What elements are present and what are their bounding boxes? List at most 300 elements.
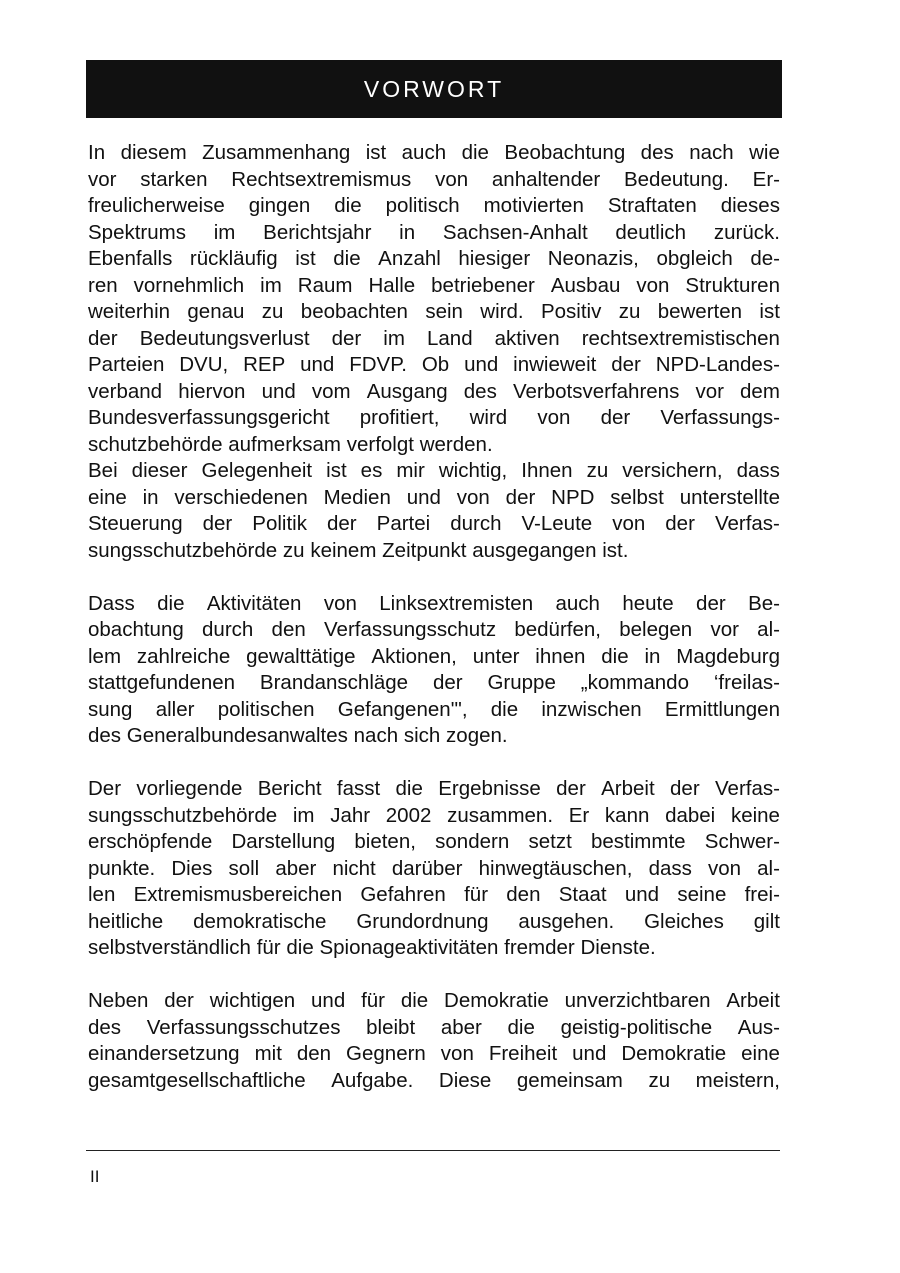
word: versichern, (622, 459, 723, 482)
text-line (88, 617, 780, 644)
word: auch (555, 591, 600, 615)
word: Demokratie (444, 989, 549, 1012)
word: Steuerung (88, 512, 183, 535)
word: es (360, 459, 383, 482)
word: Neonazis, (547, 247, 639, 270)
word: gewalttätige (246, 644, 356, 668)
word: al- (757, 618, 780, 641)
word: und (624, 883, 660, 906)
word: motivierten (483, 194, 584, 217)
word: dass (736, 459, 780, 482)
word: die (400, 989, 429, 1012)
word: len (88, 883, 116, 906)
word: des (88, 724, 122, 747)
word: Ausbau (550, 273, 621, 297)
word: sung (88, 697, 133, 721)
word: ausgehen. (518, 909, 615, 933)
paragraph (88, 988, 780, 1094)
word: Grundordnung (356, 909, 489, 933)
word: vor (710, 618, 739, 641)
word: dieser (131, 459, 188, 482)
word: Er- (752, 167, 780, 191)
word: der (670, 777, 700, 800)
word: ist (295, 247, 316, 270)
word: Der (88, 777, 122, 800)
word: im (383, 326, 405, 350)
word: Bedeutung. (623, 167, 729, 191)
word: setzt (528, 830, 572, 853)
word: ‘freilas- (713, 671, 780, 694)
word: Land (426, 326, 473, 350)
word: selbst (610, 485, 664, 509)
word: erschöpfende (88, 830, 213, 853)
word: zu (282, 538, 305, 562)
word: Ebenfalls (88, 247, 173, 270)
word: ist (326, 459, 347, 482)
word: unter (472, 644, 520, 668)
word: aber (440, 1015, 482, 1039)
text-line (88, 299, 780, 326)
word: Neben (88, 989, 149, 1012)
word: Strukturen (685, 273, 780, 297)
text-line (88, 405, 780, 432)
word: Gleiches (644, 909, 724, 933)
word: und (572, 1042, 607, 1065)
word: Jahr (330, 803, 371, 827)
section-title: VORWORT (363, 75, 505, 102)
word: unverzichtbaren (564, 989, 711, 1012)
word: eine (88, 485, 127, 509)
word: die (507, 1015, 535, 1039)
word: Generalbundesanwaltes (126, 724, 348, 747)
word: Demokratie (621, 1042, 727, 1065)
word: von (707, 856, 742, 880)
section-header (86, 60, 782, 118)
word: dabei (665, 803, 716, 827)
word: den (271, 618, 306, 641)
word: schutzbehörde (88, 432, 223, 456)
word: wird (469, 406, 508, 429)
word: werden. (419, 432, 493, 456)
word: gingen (248, 194, 311, 217)
word: von (612, 512, 646, 535)
word: in (142, 485, 159, 509)
word: rückläufig (189, 247, 278, 270)
word: weiterhin (88, 300, 171, 323)
text-line (88, 140, 780, 167)
word: unterstellte (679, 485, 780, 509)
word: zurück. (713, 220, 780, 244)
word: Bei (88, 459, 118, 482)
paragraph (88, 458, 780, 564)
word: im (213, 220, 236, 244)
word: frei- (744, 883, 780, 906)
word: vornehmlich (133, 273, 245, 297)
word: in (399, 220, 416, 244)
word: mir (396, 459, 425, 482)
word: keine (730, 803, 780, 827)
word: ren (88, 273, 118, 297)
word: von (435, 167, 469, 191)
word: Ergebnisse (438, 777, 541, 800)
word: Ermittlungen (664, 697, 780, 721)
text-line (88, 167, 780, 194)
word: die (286, 936, 314, 959)
text-line (88, 856, 780, 883)
word: bieten, (354, 830, 416, 853)
word: Verfas- (714, 512, 780, 535)
paragraph-gap (88, 962, 780, 989)
word: Diese (438, 1068, 492, 1092)
word: Parteien (88, 353, 165, 376)
word: belegen (619, 618, 693, 641)
word: rechtsextremistischen (581, 326, 780, 350)
word: sungsschutzbehörde (88, 538, 278, 562)
word: Berichtsjahr (263, 220, 372, 244)
word: 2002 (385, 803, 432, 827)
word: Be- (748, 591, 780, 615)
text-line (88, 882, 780, 909)
word: der (665, 512, 695, 535)
word: heute (622, 591, 674, 615)
word: geistig-politische (560, 1015, 713, 1039)
word: Verbotsverfahrens (512, 379, 680, 403)
text-line (88, 246, 780, 273)
word: zu (648, 1068, 671, 1092)
word: FDVP. (349, 353, 407, 376)
word: anhaltender (491, 167, 601, 191)
word: Politik (252, 512, 307, 535)
word: Verfassungsschutz (324, 618, 497, 641)
text-line (88, 723, 780, 750)
word: Dass (88, 591, 135, 615)
text-line (88, 538, 780, 565)
word: heitliche (88, 909, 164, 933)
word: Ihnen (521, 459, 573, 482)
word: obgleich (656, 247, 733, 270)
word: vom (311, 379, 351, 403)
word: selbstverständlich (88, 936, 251, 959)
word: der (326, 512, 357, 535)
word: der (432, 671, 463, 694)
word: des (88, 1015, 122, 1039)
text-line (88, 1068, 780, 1095)
word: in (644, 644, 661, 668)
text-line (88, 1041, 780, 1068)
paragraph (88, 591, 780, 750)
word: der (696, 591, 726, 615)
word: der (164, 989, 194, 1012)
word: von (440, 1042, 474, 1065)
word: Darstellung (231, 830, 336, 853)
word: sondern (435, 830, 510, 853)
word: ist (759, 300, 780, 323)
text-line (88, 829, 780, 856)
word: zusammen. (447, 803, 554, 827)
paragraph (88, 776, 780, 962)
word: Freiheit (488, 1042, 558, 1065)
word: nach (689, 141, 734, 164)
word: die (461, 141, 489, 164)
word: hiesiger (458, 247, 531, 270)
text-line (88, 379, 780, 406)
word: „kommando (580, 671, 689, 694)
word: kann (604, 803, 650, 827)
paragraph-gap (88, 564, 780, 591)
text-line (88, 988, 780, 1015)
word: aller (155, 697, 195, 721)
text-line (88, 273, 780, 300)
word: Aktionen, (371, 644, 457, 668)
text-line (88, 432, 780, 459)
word: durch (202, 618, 254, 641)
word: punkte. (88, 856, 156, 880)
word: die (395, 777, 423, 800)
word: DVU, (179, 353, 229, 376)
word: betriebener (431, 273, 535, 297)
word: fasst (336, 777, 381, 800)
word: genau (187, 300, 245, 323)
word: zu (261, 300, 284, 323)
word: Bericht (257, 777, 322, 800)
word: seine (677, 883, 727, 906)
text-line (88, 458, 780, 485)
word: stattgefundenen (88, 671, 236, 694)
word: meistern, (695, 1068, 780, 1092)
word: NPD (551, 485, 595, 509)
word: soll (228, 856, 260, 880)
word: bedürfen, (514, 618, 601, 641)
word: Raum (297, 273, 353, 297)
word: für (361, 989, 385, 1012)
text-line (88, 909, 780, 936)
word: de- (750, 247, 780, 270)
word: Gefahren (360, 883, 446, 906)
word: Gelegenheit (201, 459, 313, 482)
word: Arbeit (601, 777, 655, 800)
word: fremder (504, 936, 575, 959)
word: sich (403, 724, 441, 747)
word: Dies (171, 856, 213, 880)
word: Magdeburg (676, 644, 780, 668)
word: der (88, 326, 118, 350)
word: vorliegende (136, 777, 243, 800)
word: darüber (391, 856, 463, 880)
word: Positiv (540, 300, 602, 323)
word: von (636, 273, 670, 297)
word: Partei (376, 512, 431, 535)
word: bestimmte (590, 830, 686, 853)
text-line (88, 326, 780, 353)
word: aktiven (494, 326, 560, 350)
word: NPD-Landes- (655, 353, 780, 376)
word: obachtung (88, 618, 184, 641)
text-line (88, 220, 780, 247)
word: ihnen (535, 644, 586, 668)
word: dass (648, 856, 692, 880)
word: und (300, 353, 335, 376)
word: Gegnern (346, 1042, 426, 1065)
word: Rechtsextremismus (231, 167, 412, 191)
word: Verfassungs- (660, 406, 780, 429)
word: gesamtgesellschaftliche (88, 1068, 306, 1092)
word: Spektrums (88, 220, 186, 244)
word: Extremismusbereichen (133, 883, 343, 906)
word: Er (568, 803, 590, 827)
word: sein (425, 300, 463, 323)
word: hiervon (178, 379, 246, 403)
word: Bedeutungsverlust (139, 326, 310, 350)
word: den (296, 1042, 332, 1065)
paragraph (88, 140, 780, 458)
word: gemeinsam (516, 1068, 623, 1092)
text-line (88, 670, 780, 697)
word: und (261, 379, 296, 403)
word: Linksextremisten (379, 591, 534, 615)
word: verband (88, 379, 163, 403)
word: Medien (323, 485, 391, 509)
word: Aktivitäten (206, 591, 302, 615)
word: zu (618, 300, 641, 323)
word: In (88, 141, 106, 164)
word: lem (88, 644, 122, 668)
word: die (601, 644, 629, 668)
word: wie (749, 141, 780, 164)
word: und (406, 485, 441, 509)
word: Beobachtung (504, 141, 626, 164)
word: REP (243, 353, 286, 376)
text-line (88, 193, 780, 220)
text-line (88, 591, 780, 618)
word: der (505, 485, 536, 509)
word: Gruppe (487, 671, 556, 694)
word: einandersetzung (88, 1042, 240, 1065)
word: der (556, 777, 586, 800)
word: diesem (120, 141, 187, 164)
word: der (202, 512, 233, 535)
word: wichtigen (209, 989, 296, 1012)
word: die (334, 194, 362, 217)
word: Aufgabe. (331, 1068, 414, 1092)
word: gilt (753, 909, 780, 933)
word: zogen. (446, 724, 508, 747)
word: Gefangenen'", (337, 697, 468, 721)
footer-divider (86, 1150, 780, 1151)
word: wird. (480, 300, 524, 323)
word: auch (401, 141, 447, 164)
word: zahlreiche (136, 644, 231, 668)
word: Halle (368, 273, 416, 297)
word: inwieweit (513, 353, 597, 376)
word: keinem (310, 538, 377, 562)
text-line (88, 935, 780, 962)
word: bleibt (366, 1015, 416, 1039)
word: freulicherweise (88, 194, 225, 217)
word: Staat (558, 883, 607, 906)
word: Sachsen-Anhalt (442, 220, 588, 244)
word: V-Leute (521, 512, 593, 535)
word: Verfas- (715, 777, 780, 800)
word: des (640, 141, 674, 164)
word: der (611, 353, 641, 376)
word: von (537, 406, 571, 429)
text-line (88, 485, 780, 512)
word: ist. (602, 538, 629, 562)
word: im (260, 273, 282, 297)
word: eine (741, 1042, 780, 1065)
word: Aus- (737, 1015, 780, 1039)
word: von (323, 591, 357, 615)
word: verschiedenen (174, 485, 308, 509)
word: Anzahl (378, 247, 441, 270)
text-line (88, 776, 780, 803)
text-line (88, 1015, 780, 1042)
word: vor (695, 379, 724, 403)
word: der (600, 406, 631, 429)
text-line (88, 511, 780, 538)
word: vor (88, 167, 117, 191)
word: die (333, 247, 361, 270)
word: bewerten (657, 300, 743, 323)
word: verfolgt (346, 432, 414, 456)
word: inzwischen (541, 697, 642, 721)
word: Arbeit (726, 989, 780, 1012)
word: profitiert, (359, 406, 440, 429)
word: mit (254, 1042, 282, 1065)
text-line (88, 644, 780, 671)
word: ausgegangen (472, 538, 597, 562)
text-line (88, 803, 780, 830)
word: Dienste. (580, 936, 656, 959)
word: nach (353, 724, 399, 747)
word: Brandanschläge (259, 671, 409, 694)
word: für (464, 883, 489, 906)
word: die (490, 697, 519, 721)
word: im (292, 803, 315, 827)
body-text (88, 140, 780, 1094)
page-number: II (90, 1167, 100, 1186)
word: Bundesverfassungsgericht (88, 406, 330, 429)
word: Ob (421, 353, 450, 376)
word: Zeitpunkt (382, 538, 467, 562)
text-line (88, 697, 780, 724)
word: Verfassungsschutzes (146, 1015, 341, 1039)
word: von (456, 485, 490, 509)
word: Straftaten (607, 194, 697, 217)
word: des (463, 379, 497, 403)
word: dem (740, 379, 780, 403)
word: für (256, 936, 281, 959)
word: Schwer- (704, 830, 780, 853)
word: Spionageaktivitäten (319, 936, 499, 959)
word: beobachten (300, 300, 408, 323)
word: al- (757, 856, 780, 880)
word: starken (140, 167, 208, 191)
word: politischen (217, 697, 315, 721)
word: dieses (720, 194, 780, 217)
word: den (506, 883, 541, 906)
word: und (464, 353, 499, 376)
word: und (311, 989, 346, 1012)
text-line (88, 352, 780, 379)
word: ist (365, 141, 387, 164)
word: Ausgang (366, 379, 448, 403)
word: deutlich (615, 220, 687, 244)
word: aber (275, 856, 317, 880)
paragraph-gap (88, 750, 780, 777)
word: die (157, 591, 185, 615)
word: politisch (385, 194, 460, 217)
